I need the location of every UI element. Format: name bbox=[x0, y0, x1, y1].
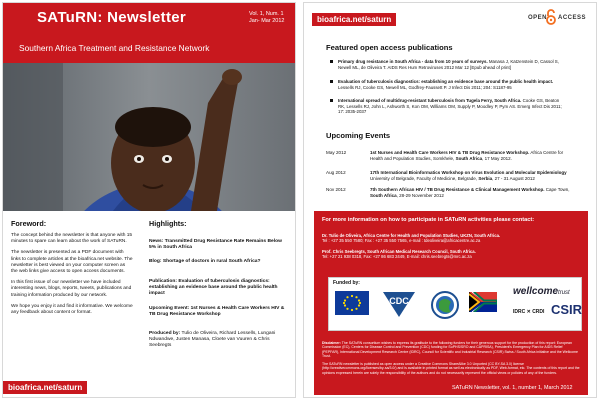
wellcome-word: wellcome bbox=[513, 286, 559, 297]
publication-authors: Lessells RJ, Cooke GS, Newell ML, Godfrey-Faussett P. J Infect Dis 2011; 204: S1187-95 bbox=[338, 84, 512, 90]
event-desc: Cape Town, bbox=[544, 187, 570, 192]
event-place: South Africa bbox=[370, 192, 397, 198]
publication-authors: Manasa J, Katzenstein D, Cassol S, Newell ML, de Oliveira T. AIDS Res Hum Retroviruses 2012 Mar 12 [Epub ahead of print] bbox=[338, 59, 559, 70]
event-item[interactable] bbox=[370, 150, 576, 161]
volume-info bbox=[249, 11, 284, 24]
event-item[interactable] bbox=[370, 170, 576, 181]
access-word: ACCESS bbox=[558, 15, 587, 21]
publication-title: Evaluation of tuberculosis diagnostics: establishing an evidence base around the public health impact. bbox=[338, 79, 554, 84]
foreword-body bbox=[11, 233, 133, 321]
event-title: 1st Nurses and Health Care Workers HIV & TB Drug Resistance Workshop. bbox=[370, 150, 530, 155]
funded-by-label: Funded by: bbox=[333, 280, 360, 286]
bioafrica-link[interactable]: bioafrica.net/saturn bbox=[312, 13, 396, 26]
contact-heading: For more information on how to participate in SATuRN activities please contact: bbox=[322, 217, 535, 223]
open-word: OPEN bbox=[528, 15, 548, 21]
south-africa-flag-icon[interactable] bbox=[469, 292, 497, 312]
event-place: Serbia bbox=[478, 175, 493, 181]
bioafrica-link[interactable]: bioafrica.net/saturn bbox=[3, 381, 87, 394]
publication-title: Primary drug resistance in South Africa - data from 10 years of surveys. bbox=[338, 59, 488, 64]
funders-panel bbox=[328, 277, 582, 331]
highlight-text: Evaluation of tuberculosis diagnostics: establishing an evidence base around the public health impact bbox=[149, 279, 278, 297]
event-title: 7th Southern African HIV / TB Drug Resistance & Clinical Management Workshop. bbox=[370, 187, 545, 192]
highlight-label: News: bbox=[149, 239, 164, 244]
bullet-icon bbox=[330, 99, 333, 102]
highlight-publication[interactable] bbox=[149, 279, 289, 298]
newsletter-header bbox=[3, 3, 295, 63]
volume-number: Vol. 1, Num. 1 bbox=[249, 11, 284, 17]
event-place: South Africa bbox=[455, 155, 483, 161]
event-desc: University of Belgrade, Faculty of Medicine, Belgrade, bbox=[370, 175, 479, 181]
pepfar-logo-icon[interactable] bbox=[427, 290, 463, 320]
cover-photo bbox=[3, 63, 295, 211]
event-date: Nov 2012 bbox=[326, 187, 346, 192]
highlight-blog[interactable] bbox=[149, 259, 289, 265]
produced-by bbox=[149, 331, 289, 350]
wellcome-trust-logo[interactable] bbox=[513, 286, 570, 297]
cdc-logo-text: CDC bbox=[389, 296, 409, 306]
foreword-paragraph: The concept behind the newsletter is that anyone with 15 minutes to spare can learn about the work of SATuRN. bbox=[11, 233, 133, 245]
contact-person bbox=[322, 233, 580, 243]
newsletter-footer: SATuRN Newsletter, vol. 1, number 1, March 2012 bbox=[452, 385, 573, 391]
foreword-paragraph: The newsletter is presented as a PDF document with links to complete articles at the bioafrica.net website. The newsletter is best viewed on your computer screen as the web links give access to open access documents. bbox=[11, 250, 133, 275]
publication-item[interactable] bbox=[338, 98, 566, 115]
event-date: Aug 2012 bbox=[326, 170, 346, 175]
newsletter-subtitle: Southern Africa Treatment and Resistance Network bbox=[19, 43, 210, 53]
produced-names: Tulio de Oliveira, Richard Lessells, Lungani Ndwandwe, Justen Manasa, Cloete van Vuuren & Chris Seebregts bbox=[149, 331, 276, 349]
highlight-label: Publication: bbox=[149, 279, 177, 284]
cdc-logo-icon[interactable] bbox=[381, 290, 417, 318]
contact-box bbox=[314, 211, 588, 395]
publications-heading: Featured open access publications bbox=[326, 43, 453, 52]
foreword-paragraph: We hope you enjoy it and find it informative. We welcome any feedback about content or format. bbox=[11, 303, 133, 316]
highlights-heading: Highlights: bbox=[149, 219, 187, 228]
bullet-icon bbox=[330, 80, 333, 83]
eu-flag-logo-icon[interactable] bbox=[335, 291, 369, 315]
publication-item[interactable] bbox=[338, 59, 566, 70]
event-when: , 28-29 November 2012 bbox=[396, 192, 444, 198]
trust-word: trust bbox=[558, 290, 570, 296]
event-date: May 2012 bbox=[326, 150, 347, 155]
open-access-label bbox=[528, 15, 586, 21]
contact-details[interactable]: Tel: +27 21 938 0318, Fax: +27 86 683 2449, E-mail: chris.seebregts@mrc.ac.za bbox=[322, 254, 472, 260]
highlight-label: Blog: bbox=[149, 259, 162, 264]
newsletter-title: SATuRN: Newsletter bbox=[37, 9, 187, 26]
events-heading: Upcoming Events bbox=[326, 131, 391, 140]
event-item[interactable] bbox=[370, 187, 576, 198]
publication-title: International spread of multidrug-resistant tuberculosis from Tugela Ferry, South Africa. bbox=[338, 98, 522, 103]
highlight-news[interactable] bbox=[149, 239, 289, 251]
publication-item[interactable] bbox=[338, 79, 566, 90]
contact-name: Prof. Chris Seebregts, South African Medical Research Council, South Africa. bbox=[322, 249, 476, 254]
foreword-heading: Foreword: bbox=[11, 219, 47, 228]
highlight-label: Upcoming Event: bbox=[149, 306, 190, 311]
highlight-text: Shortage of doctors in rural South Africa? bbox=[161, 259, 261, 264]
contact-person bbox=[322, 249, 580, 259]
highlight-text: 1st Nurses & Health Care Workers HIV & TB Drug Resistance Workshop bbox=[149, 306, 285, 318]
contact-name: Dr. Tulio de Oliveira, Africa Centre for Health and Population Studies, UKZN, South Africa. bbox=[322, 233, 501, 238]
newsletter-back-page bbox=[303, 2, 597, 398]
event-desc: Africa Centre for Health and Population Studies, Somkhele, bbox=[370, 150, 564, 161]
foreword-paragraph: In this first issue of our newsletter we have included interesting news, blogs, reports, tweets, publications and training information produced by our network. bbox=[11, 280, 132, 298]
event-when: , 17 May 2012. bbox=[482, 155, 512, 161]
disclaimer-body: The SATuRN consortium wishes to express its gratitude to the following funders for their generous support for the production of this report: European Commission (EC), Centers for Disease Control and Prevention (CDC) funding for SuPHS/SRO and CAPRISA), President's Emergency Plan for AIDS Relief (PEPFAR), International Development Research Centre (IDRC), Council for Scientific and Industrial Research (CSIR) Swiss / South Africa initiative and the Wellcome Trust. bbox=[322, 341, 578, 359]
disclaimer-text bbox=[322, 341, 580, 359]
disclaimer-label: Disclaimer: bbox=[322, 341, 341, 345]
newsletter-front-page bbox=[2, 2, 296, 398]
event-when: , 27 - 31 August 2012 bbox=[492, 175, 535, 181]
bullet-icon bbox=[330, 60, 333, 63]
idrc-crdi-logo[interactable]: IDRC ✕ CRDI bbox=[513, 309, 545, 315]
license-text: The SATuRN newsletter is published as open access under a Creative Commons ShareAlike 3.0 Unported (CC BY-SA 3.0) license (http://creativecommons.org/licenses/by-sa/3.0/) and is available in printed format as well as electronically as PDF, Web-format, etc. The contents of this report and the opinions expressed herein are solely the responsibility of the authors and do not necessarily represent the official views or policies of any of the funders. bbox=[322, 362, 580, 375]
volume-date: Jan- Mar 2012 bbox=[249, 17, 285, 24]
event-title: 17th International Bioinformatics Workshop on Virus Evolution and Molecular Epidemiology bbox=[370, 170, 567, 175]
contact-details[interactable]: Tel : +27 35 550 7580; Fax : +27 35 550 7565, e-mail : tdeoliveira@africacentre.ac.za bbox=[322, 238, 481, 244]
child-photo-illustration bbox=[3, 63, 295, 211]
produced-label: Produced by: bbox=[149, 331, 181, 336]
highlight-text: Transmitted Drug Resistance Rate Remains Below 5% in South Africa bbox=[149, 239, 282, 251]
csir-logo[interactable]: CSIR bbox=[551, 302, 583, 317]
highlight-event[interactable] bbox=[149, 306, 289, 318]
publication-authors: Cooke GS, Beaton RK, Lessells RJ, John L, Ashworth S, Kon OM, Williams OM, Supply P, Moodley P, Pym AS. Emerg Infect Dis 2011; 17: 2035-2037 bbox=[338, 98, 562, 115]
